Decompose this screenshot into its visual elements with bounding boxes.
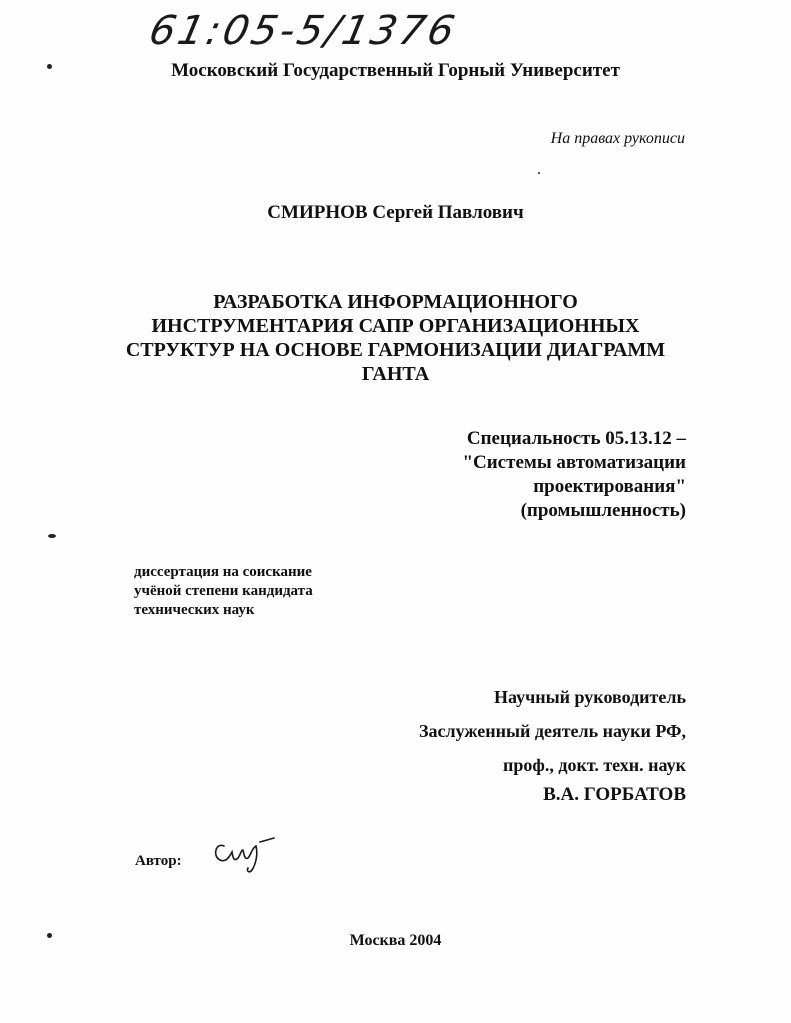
title-line: СТРУКТУР НА ОСНОВЕ ГАРМОНИЗАЦИИ ДИАГРАММ [125,339,666,361]
dissertation-type-block [134,563,313,620]
advisor-title: Заслуженный деятель науки РФ, [419,721,686,741]
scan-speck [47,64,52,69]
dissertation-line: диссертация на соискание [134,564,312,580]
scan-speck [47,933,52,938]
author-signature [210,828,280,874]
specialty-line: Специальность 05.13.12 – [466,428,686,449]
specialty-block [462,427,686,523]
title-line: ИНСТРУМЕНТАРИЯ САПР ОРГАНИЗАЦИОННЫХ [151,315,640,337]
specialty-line: проектирования" [533,476,686,497]
advisor-name: В.А. ГОРБАТОВ [543,784,686,805]
dissertation-title [90,290,701,386]
scan-speck [48,534,56,538]
title-line: ГАНТА [361,363,430,385]
university-name: Московский Государственный Горный Университет [171,60,620,81]
advisor-degree: проф., докт. техн. наук [503,755,686,775]
author-name: СМИРНОВ Сергей Павлович [267,202,524,223]
author-label: Автор: [135,853,182,869]
city-year: Москва 2004 [349,932,442,949]
handwritten-catalog-number: 61:05-5/1376 [145,8,462,54]
scan-speck [538,172,540,174]
specialty-line: "Системы автоматизации [462,452,686,473]
specialty-line: (промышленность) [520,500,686,521]
advisor-label: Научный руководитель [494,687,686,707]
title-line: РАЗРАБОТКА ИНФОРМАЦИОННОГО [213,291,578,313]
dissertation-line: технических наук [134,602,255,618]
rights-note: На правах рукописи [550,130,685,147]
advisor-block [419,680,686,806]
dissertation-line: учёной степени кандидата [134,583,313,599]
